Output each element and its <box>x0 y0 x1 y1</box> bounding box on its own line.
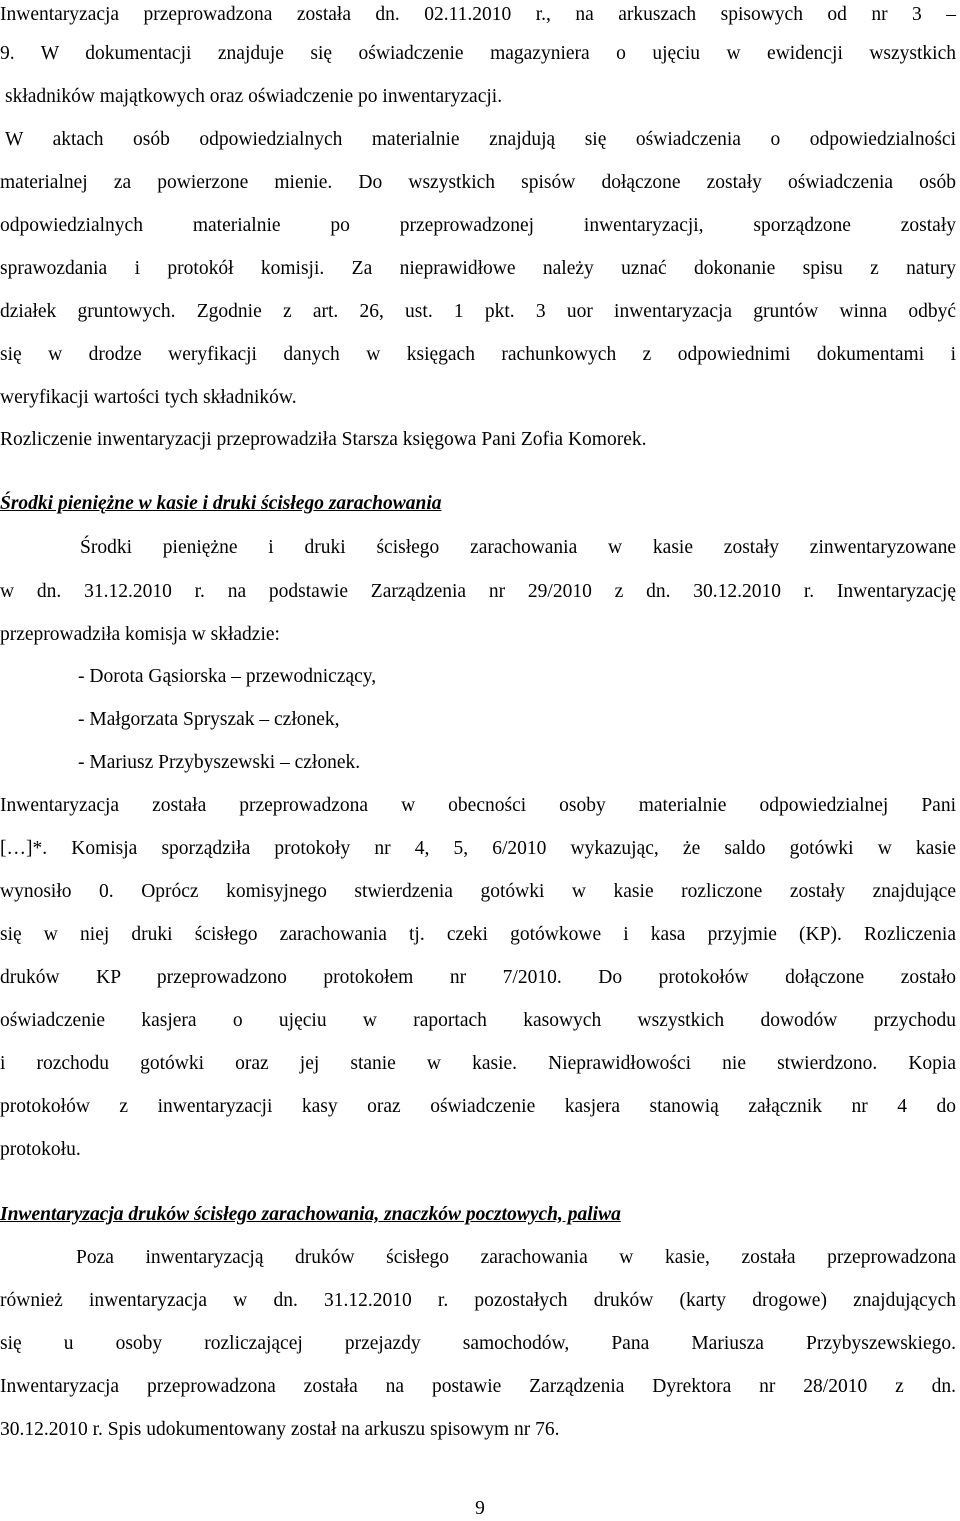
paragraph-line: protokołów z inwentaryzacji kasy oraz oświadczenie kasjera stanowią załącznik nr 4 do <box>0 1096 956 1117</box>
committee-member: - Dorota Gąsiorska – przewodniczący, <box>78 666 377 687</box>
paragraph-line: Poza inwentaryzacją druków ścisłego zarachowania w kasie, została przeprowadzona <box>76 1247 956 1268</box>
paragraph-line: Rozliczenie inwentaryzacji przeprowadziła Starsza księgowa Pani Zofia Komorek. <box>0 429 647 450</box>
paragraph-line: się w drodze weryfikacji danych w księgach rachunkowych z odpowiednimi dokumentami i <box>0 344 956 365</box>
committee-member: - Mariusz Przybyszewski – członek. <box>78 752 361 773</box>
paragraph-line: sprawozdania i protokół komisji. Za nieprawidłowe należy uznać dokonanie spisu z natury <box>0 258 956 279</box>
paragraph-line: i rozchodu gotówki oraz jej stanie w kasie. Nieprawidłowości nie stwierdzono. Kopia <box>0 1053 956 1074</box>
paragraph-line: składników majątkowych oraz oświadczenie po inwentaryzacji. <box>5 86 503 107</box>
paragraph-line: […]*. Komisja sporządziła protokoły nr 4, 5, 6/2010 wykazując, że saldo gotówki w kasie <box>0 838 956 859</box>
paragraph-line: również inwentaryzacja w dn. 31.12.2010 r. pozostałych druków (karty drogowe) znajdujących <box>0 1290 956 1311</box>
paragraph-line: oświadczenie kasjera o ujęciu w raportach kasowych wszystkich dowodów przychodu <box>0 1010 956 1031</box>
paragraph-line: 30.12.2010 r. Spis udokumentowany został na arkuszu spisowym nr 76. <box>0 1419 560 1440</box>
paragraph-line: Środki pieniężne i druki ścisłego zarachowania w kasie zostały zinwentaryzowane <box>80 537 956 558</box>
paragraph-line: materialnej za powierzone mienie. Do wszystkich spisów dołączone zostały oświadczenia osób <box>0 172 956 193</box>
paragraph-line: W aktach osób odpowiedzialnych materialnie znajdują się oświadczenia o odpowiedzialności <box>5 129 956 150</box>
paragraph-line: działek gruntowych. Zgodnie z art. 26, ust. 1 pkt. 3 uor inwentaryzacja gruntów winna odbyć <box>0 301 956 322</box>
page-number: 9 <box>475 1498 485 1519</box>
paragraph-line: Inwentaryzacja przeprowadzona została dn. 02.11.2010 r., na arkuszach spisowych od nr 3 – <box>0 4 956 25</box>
paragraph-line: odpowiedzialnych materialnie po przeprowadzonej inwentaryzacji, sporządzone zostały <box>0 215 956 236</box>
paragraph-line: Inwentaryzacja przeprowadzona została na postawie Zarządzenia Dyrektora nr 28/2010 z dn. <box>0 1376 956 1397</box>
paragraph-line: weryfikacji wartości tych składników. <box>0 387 297 408</box>
paragraph-line: Inwentaryzacja została przeprowadzona w obecności osoby materialnie odpowiedzialnej Pani <box>0 795 956 816</box>
section-heading: Środki pieniężne w kasie i druki ścisłego zarachowania <box>0 493 442 514</box>
committee-member: - Małgorzata Spryszak – członek, <box>78 709 340 730</box>
paragraph-line: przeprowadziła komisja w składzie: <box>0 624 280 645</box>
paragraph-line: 9. W dokumentacji znajduje się oświadczenie magazyniera o ujęciu w ewidencji wszystkich <box>0 43 956 64</box>
paragraph-line: protokołu. <box>0 1139 81 1160</box>
paragraph-line: się w niej druki ścisłego zarachowania tj. czeki gotówkowe i kasa przyjmie (KP). Rozliczenia <box>0 924 956 945</box>
paragraph-line: wynosiło 0. Oprócz komisyjnego stwierdzenia gotówki w kasie rozliczone zostały znajdujące <box>0 881 956 902</box>
section-heading: Inwentaryzacja druków ścisłego zarachowania, znaczków pocztowych, paliwa <box>0 1204 621 1225</box>
paragraph-line: druków KP przeprowadzono protokołem nr 7/2010. Do protokołów dołączone zostało <box>0 967 956 988</box>
paragraph-line: w dn. 31.12.2010 r. na podstawie Zarządzenia nr 29/2010 z dn. 30.12.2010 r. Inwentaryzację <box>0 581 956 602</box>
paragraph-line: się u osoby rozliczającej przejazdy samochodów, Pana Mariusza Przybyszewskiego. <box>0 1333 956 1354</box>
